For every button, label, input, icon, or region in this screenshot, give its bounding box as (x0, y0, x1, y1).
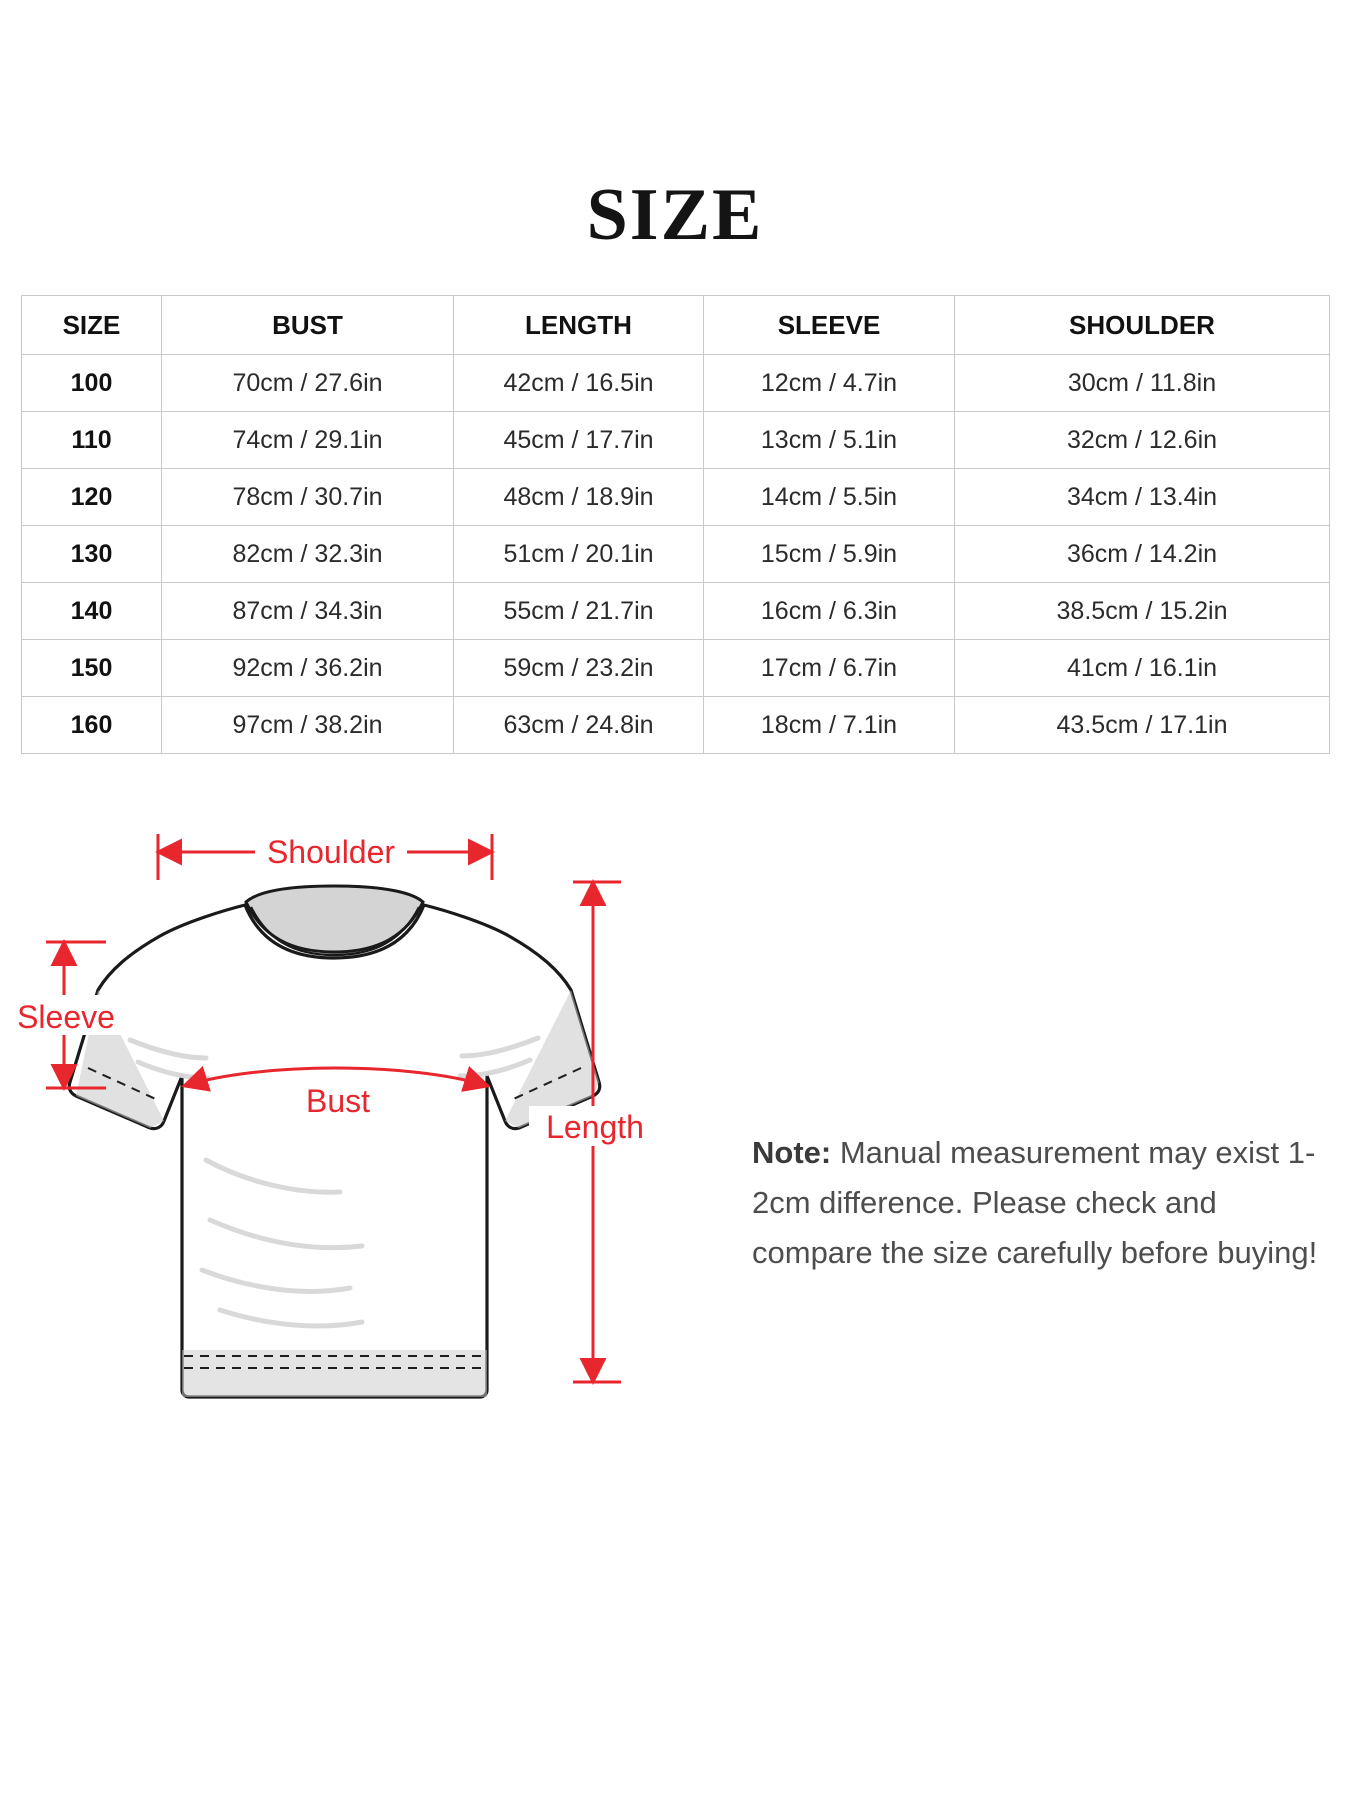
cell-size: 100 (22, 355, 162, 412)
cell-bust: 82cm / 32.3in (162, 526, 454, 583)
cell-sleeve: 14cm / 5.5in (704, 469, 955, 526)
size-table-container (21, 295, 1329, 754)
table-row (22, 697, 1330, 754)
cell-length: 51cm / 20.1in (454, 526, 704, 583)
tshirt-illustration (10, 790, 690, 1790)
cell-size: 110 (22, 412, 162, 469)
page-title: SIZE (586, 174, 764, 256)
cell-bust: 70cm / 27.6in (162, 355, 454, 412)
table-row (22, 355, 1330, 412)
column-header-shoulder: SHOULDER (955, 296, 1330, 355)
column-header-bust: BUST (162, 296, 454, 355)
length-dimension (529, 882, 659, 1382)
cell-size: 160 (22, 697, 162, 754)
cell-shoulder: 32cm / 12.6in (955, 412, 1330, 469)
cell-bust: 74cm / 29.1in (162, 412, 454, 469)
cell-shoulder: 38.5cm / 15.2in (955, 583, 1330, 640)
cell-shoulder: 36cm / 14.2in (955, 526, 1330, 583)
cell-shoulder: 34cm / 13.4in (955, 469, 1330, 526)
cell-bust: 78cm / 30.7in (162, 469, 454, 526)
column-header-size: SIZE (22, 296, 162, 355)
shoulder-dimension (158, 832, 492, 880)
cell-size: 120 (22, 469, 162, 526)
cell-size: 130 (22, 526, 162, 583)
cell-size: 140 (22, 583, 162, 640)
cell-bust: 92cm / 36.2in (162, 640, 454, 697)
note-body: Manual measurement may exist 1-2cm difference. Please check and compare the size carefully before buying! (752, 1135, 1318, 1271)
measurement-diagram (0, 770, 1350, 1800)
cell-sleeve: 13cm / 5.1in (704, 412, 955, 469)
cell-length: 42cm / 16.5in (454, 355, 704, 412)
cell-length: 59cm / 23.2in (454, 640, 704, 697)
cell-shoulder: 43.5cm / 17.1in (955, 697, 1330, 754)
shoulder-label: Shoulder (266, 834, 396, 870)
table-row (22, 412, 1330, 469)
cell-sleeve: 15cm / 5.9in (704, 526, 955, 583)
cell-sleeve: 18cm / 7.1in (704, 697, 955, 754)
column-header-length: LENGTH (454, 296, 704, 355)
note-label: Note: (752, 1135, 832, 1170)
cell-bust: 97cm / 38.2in (162, 697, 454, 754)
size-table (21, 295, 1330, 754)
column-header-sleeve: SLEEVE (704, 296, 955, 355)
cell-sleeve: 16cm / 6.3in (704, 583, 955, 640)
table-row (22, 526, 1330, 583)
cell-shoulder: 41cm / 16.1in (955, 640, 1330, 697)
cell-sleeve: 12cm / 4.7in (704, 355, 955, 412)
bust-label: Bust (305, 1083, 371, 1119)
table-row (22, 640, 1330, 697)
cell-length: 63cm / 24.8in (454, 697, 704, 754)
cell-bust: 87cm / 34.3in (162, 583, 454, 640)
cell-shoulder: 30cm / 11.8in (955, 355, 1330, 412)
cell-sleeve: 17cm / 6.7in (704, 640, 955, 697)
length-label: Length (546, 1109, 644, 1145)
note-text (752, 1128, 1322, 1279)
table-row (22, 583, 1330, 640)
cell-length: 55cm / 21.7in (454, 583, 704, 640)
table-row (22, 469, 1330, 526)
cell-length: 48cm / 18.9in (454, 469, 704, 526)
tshirt-outline (69, 886, 600, 1397)
sleeve-label: Sleeve (17, 999, 115, 1035)
cell-length: 45cm / 17.7in (454, 412, 704, 469)
cell-size: 150 (22, 640, 162, 697)
table-header-row (22, 296, 1330, 355)
